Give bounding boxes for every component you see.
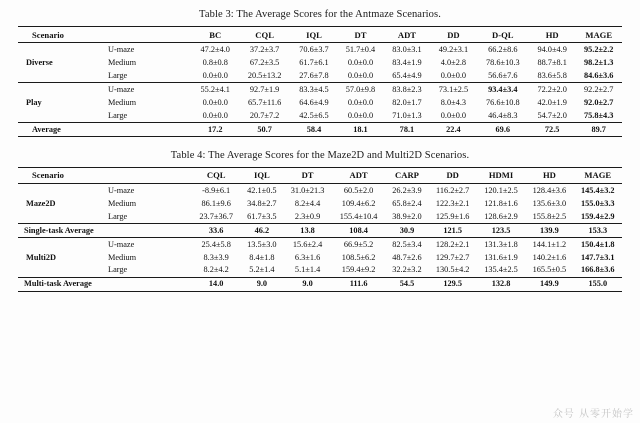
table3-cell: 83.3±4.5 xyxy=(291,83,337,96)
table4-cell: 26.2±3.9 xyxy=(385,184,428,197)
table4-cell: 38.9±2.0 xyxy=(392,211,422,221)
table4-cell: 9.0 xyxy=(240,277,283,291)
table3-cell: 0.0±0.0 xyxy=(202,70,228,80)
table3-col-cql: CQL xyxy=(238,27,290,43)
table3-cell: 95.2±2.2 xyxy=(575,43,622,56)
table3-col-iql: IQL xyxy=(291,27,337,43)
table3-cell: 84.6±3.6 xyxy=(583,70,614,80)
table4-cell: 159.4±9.2 xyxy=(341,265,376,275)
table3-cell: 42.0±1.9 xyxy=(537,97,567,107)
table4-cell: 135.4±2.5 xyxy=(484,265,518,275)
table4-cell: -8.9±6.1 xyxy=(192,184,240,197)
table4-cell: 15.6±2.4 xyxy=(283,237,331,250)
table3-cell: 89.7 xyxy=(575,122,622,136)
table3-col-mage: MAGE xyxy=(575,27,622,43)
table3-cell: 78.1 xyxy=(384,122,430,136)
table4-cell: 54.5 xyxy=(385,277,428,291)
table4-header-row xyxy=(18,167,622,183)
table4-single-average-row xyxy=(18,223,622,237)
table4-cell: 131.6±1.9 xyxy=(484,252,518,262)
table4-cell: 132.8 xyxy=(477,277,525,291)
table4-row-label: Large xyxy=(108,265,128,275)
table3-cell: 54.7±2.0 xyxy=(537,110,567,120)
table4-multi-average-label: Multi-task Average xyxy=(18,277,192,291)
table4-cell: 139.9 xyxy=(525,223,573,237)
table3-group-play: Play xyxy=(18,83,74,123)
table4-cell: 8.2±4.4 xyxy=(294,198,321,208)
table3-cell: 72.2±2.0 xyxy=(529,83,575,96)
table3-cell: 46.4±8.3 xyxy=(488,110,518,120)
table3-cell: 83.0±3.1 xyxy=(384,43,430,56)
table4-cell: 120.1±2.5 xyxy=(477,184,525,197)
table3-cell: 94.0±4.9 xyxy=(529,43,575,56)
table3-cell: 71.0±1.3 xyxy=(392,110,422,120)
table4-cell: 34.8±2.7 xyxy=(247,198,277,208)
table4-cell: 30.9 xyxy=(385,223,428,237)
table4-body xyxy=(18,184,622,292)
table3-header-row xyxy=(18,27,622,43)
table4-cell: 155.4±10.4 xyxy=(339,211,378,221)
table-row xyxy=(18,96,622,109)
table4-single-average-label: Single-task Average xyxy=(18,223,192,237)
table4-row-label: Medium xyxy=(108,252,137,262)
table4-cell: 116.2±2.7 xyxy=(428,184,476,197)
table3-cell: 92.0±2.7 xyxy=(583,97,614,107)
table4-header xyxy=(18,167,622,183)
table3-row-label: Large xyxy=(108,70,128,80)
table3-cell: 67.2±3.5 xyxy=(249,57,280,67)
table4-cell: 155.0±3.3 xyxy=(580,198,615,208)
table4-cell: 66.9±5.2 xyxy=(332,237,386,250)
table4-col-dd: DD xyxy=(428,167,476,183)
table4-cell: 147.7±3.1 xyxy=(580,252,615,262)
table3-cell: 0.0±0.0 xyxy=(440,70,467,80)
table3-cell: 92.7±1.9 xyxy=(238,83,290,96)
table3-cell: 0.0±0.0 xyxy=(440,110,467,120)
table3-cell: 57.0±9.8 xyxy=(337,83,383,96)
table4-cell: 153.3 xyxy=(574,223,622,237)
table3-cell: 0.0±0.0 xyxy=(347,97,374,107)
table-row xyxy=(18,56,622,69)
table3-cell: 70.6±3.7 xyxy=(291,43,337,56)
table4-cell: 108.4 xyxy=(332,223,386,237)
table4-cell: 13.8 xyxy=(283,223,331,237)
table3-average-row xyxy=(18,122,622,136)
table4-cell: 155.0 xyxy=(574,277,622,291)
table4-col-carp: CARP xyxy=(385,167,428,183)
table3-cell: 8.0±4.3 xyxy=(440,97,467,107)
table4-cell: 33.6 xyxy=(192,223,240,237)
table3-cell: 0.0±0.0 xyxy=(202,97,228,107)
table4-cell: 111.6 xyxy=(332,277,386,291)
table3-cell: 27.6±7.8 xyxy=(299,70,329,80)
table3-cell: 65.7±11.6 xyxy=(247,97,282,107)
table4-cell: 109.4±6.2 xyxy=(341,198,376,208)
table4-cell: 166.8±3.6 xyxy=(580,265,615,275)
table4-col-hdmi: HDMI xyxy=(477,167,525,183)
table3-caption: Table 3: The Average Scores for the Antmaze Scenarios. xyxy=(199,9,441,20)
table3-row-label: Large xyxy=(108,110,128,120)
table3-cell: 42.5±6.5 xyxy=(299,110,329,120)
table3-cell: 76.6±10.8 xyxy=(486,97,520,107)
table3-cell: 20.7±7.2 xyxy=(249,110,280,120)
table4-col-cql: CQL xyxy=(192,167,240,183)
table4-cell: 121.5 xyxy=(428,223,476,237)
table3-cell: 73.1±2.5 xyxy=(430,83,476,96)
table3-row-label: Medium xyxy=(108,97,137,107)
table4-cell: 6.3±1.6 xyxy=(294,252,321,262)
table4-group-multi2d: Multi2D xyxy=(18,237,74,277)
table4-row-label: U-maze xyxy=(74,184,192,197)
table4-cell: 135.6±3.0 xyxy=(532,198,567,208)
table3-cell: 0.0±0.0 xyxy=(347,110,374,120)
table4-cell: 150.4±1.8 xyxy=(574,237,622,250)
table4-cell: 9.0 xyxy=(283,277,331,291)
table4-cell: 131.3±1.8 xyxy=(477,237,525,250)
table3-cell: 83.6±5.8 xyxy=(537,70,567,80)
table3-cell: 37.2±3.7 xyxy=(238,43,290,56)
table3-cell: 0.8±0.8 xyxy=(202,57,228,67)
table4-cell: 5.1±1.4 xyxy=(294,265,321,275)
table4-cell: 32.2±3.2 xyxy=(392,265,422,275)
table4-cell: 31.0±21.3 xyxy=(283,184,331,197)
table3-col-dd: DD xyxy=(430,27,476,43)
table3-cell: 83.8±2.3 xyxy=(384,83,430,96)
table4-cell: 13.5±3.0 xyxy=(240,237,283,250)
table4-col-mage: MAGE xyxy=(574,167,622,183)
table-row xyxy=(18,83,622,96)
table4-cell: 8.3±3.9 xyxy=(203,252,229,262)
table3-cell: 56.6±7.6 xyxy=(488,70,518,80)
table4-col-hd: HD xyxy=(525,167,573,183)
table4-cell: 82.5±3.4 xyxy=(385,237,428,250)
table3-cell: 66.2±8.6 xyxy=(477,43,529,56)
table3-cell: 82.0±1.7 xyxy=(392,97,422,107)
table3-cell: 92.2±2.7 xyxy=(575,83,622,96)
table4-cell: 65.8±2.4 xyxy=(392,198,422,208)
table4-row-label: Medium xyxy=(108,198,137,208)
table4-cell: 140.2±1.6 xyxy=(532,252,567,262)
table3-cell: 20.5±13.2 xyxy=(247,70,282,80)
table-row xyxy=(18,43,622,56)
table4-cell: 145.4±3.2 xyxy=(574,184,622,197)
table4-cell: 130.5±4.2 xyxy=(435,265,470,275)
table3-cell: 55.2±4.1 xyxy=(192,83,238,96)
table3-cell: 75.8±4.3 xyxy=(583,110,614,120)
table3-col-adt: ADT xyxy=(384,27,430,43)
table3-cell: 4.0±2.8 xyxy=(440,57,467,67)
table4-multi-average-row xyxy=(18,277,622,291)
table3-col-scenario: Scenario xyxy=(18,27,192,43)
table4-cell: 86.1±9.6 xyxy=(201,198,231,208)
table4-cell: 128.4±3.6 xyxy=(525,184,573,197)
table-row xyxy=(18,237,622,250)
table4-cell: 61.7±3.5 xyxy=(247,211,277,221)
table3-cell: 0.0±0.0 xyxy=(347,70,374,80)
table-row xyxy=(18,251,622,264)
table-row xyxy=(18,197,622,210)
table4-cell: 159.4±2.9 xyxy=(580,211,615,221)
table4-row-label: Large xyxy=(108,211,128,221)
table4-cell: 123.5 xyxy=(477,223,525,237)
table3-cell: 93.4±3.4 xyxy=(477,83,529,96)
table-row xyxy=(18,109,622,122)
table4-cell: 128.6±2.9 xyxy=(484,211,518,221)
table4-cell: 8.2±4.2 xyxy=(203,265,229,275)
table4-group-maze2d: Maze2D xyxy=(18,184,74,224)
table3-row-label: U-maze xyxy=(74,83,192,96)
table3-cell: 22.4 xyxy=(430,122,476,136)
table4-cell: 165.5±0.5 xyxy=(532,265,567,275)
table4-cell: 108.5±6.2 xyxy=(341,252,376,262)
table3-cell: 72.5 xyxy=(529,122,575,136)
table3-cell: 88.7±8.1 xyxy=(537,57,567,67)
table4-cell: 8.4±1.8 xyxy=(249,252,275,262)
table3-cell: 0.0±0.0 xyxy=(202,110,228,120)
table3-cell: 83.4±1.9 xyxy=(392,57,422,67)
table3-col-dql: D-QL xyxy=(477,27,529,43)
table3-cell: 49.2±3.1 xyxy=(430,43,476,56)
table3-col-bc: BC xyxy=(192,27,238,43)
table4-cell: 42.1±0.5 xyxy=(240,184,283,197)
table-row xyxy=(18,184,622,197)
table4-cell: 25.4±5.8 xyxy=(192,237,240,250)
table3-col-dt: DT xyxy=(337,27,383,43)
table4-col-adt: ADT xyxy=(332,167,386,183)
table4-cell: 129.5 xyxy=(428,277,476,291)
table4-cell: 14.0 xyxy=(192,277,240,291)
table3 xyxy=(18,26,622,137)
table4-cell: 149.9 xyxy=(525,277,573,291)
table4-col-scenario: Scenario xyxy=(18,167,192,183)
table3-cell: 51.7±0.4 xyxy=(337,43,383,56)
table3-cell: 50.7 xyxy=(238,122,290,136)
table3-header xyxy=(18,27,622,43)
table3-group-diverse: Diverse xyxy=(18,43,74,83)
table3-row-label: U-maze xyxy=(74,43,192,56)
table3-col-hd: HD xyxy=(529,27,575,43)
table3-cell: 61.7±6.1 xyxy=(299,57,329,67)
table4-cell: 60.5±2.0 xyxy=(332,184,386,197)
table4-cell: 155.8±2.5 xyxy=(532,211,567,221)
table-row xyxy=(18,69,622,82)
table3-cell: 47.2±4.0 xyxy=(192,43,238,56)
table4-cell: 2.3±0.9 xyxy=(294,211,321,221)
table3-average-label: Average xyxy=(18,122,192,136)
table4-col-dt: DT xyxy=(283,167,331,183)
table3-cell: 0.0±0.0 xyxy=(347,57,374,67)
table3-cell: 17.2 xyxy=(192,122,238,136)
table4-cell: 48.7±2.6 xyxy=(392,252,422,262)
table3-cell: 58.4 xyxy=(291,122,337,136)
table4-cell: 144.1±1.2 xyxy=(525,237,573,250)
watermark: 众号 从零开始学 xyxy=(552,409,634,420)
table4-cell: 128.2±2.1 xyxy=(428,237,476,250)
table3-cell: 18.1 xyxy=(337,122,383,136)
table4-cell: 23.7±36.7 xyxy=(199,211,233,221)
table4 xyxy=(18,167,622,292)
table3-row-label: Medium xyxy=(108,57,137,67)
table3-body xyxy=(18,43,622,137)
table-row xyxy=(18,264,622,277)
table4-cell: 121.8±1.6 xyxy=(484,198,518,208)
table4-caption: Table 4: The Average Scores for the Maze2D and Multi2D Scenarios. xyxy=(170,149,470,161)
table3-cell: 69.6 xyxy=(477,122,529,136)
table4-row-label: U-maze xyxy=(74,237,192,250)
table4-cell: 46.2 xyxy=(240,223,283,237)
table4-cell: 5.2±1.4 xyxy=(249,265,275,275)
table-row xyxy=(18,210,622,223)
table3-cell: 78.6±10.3 xyxy=(486,57,520,67)
table4-cell: 125.9±1.6 xyxy=(435,211,470,221)
table4-col-iql: IQL xyxy=(240,167,283,183)
table4-cell: 129.7±2.7 xyxy=(435,252,470,262)
table3-cell: 64.6±4.9 xyxy=(299,97,329,107)
table3-cell: 98.2±1.3 xyxy=(583,57,614,67)
table4-cell: 122.3±2.1 xyxy=(435,198,470,208)
table3-cell: 65.4±4.9 xyxy=(392,70,422,80)
